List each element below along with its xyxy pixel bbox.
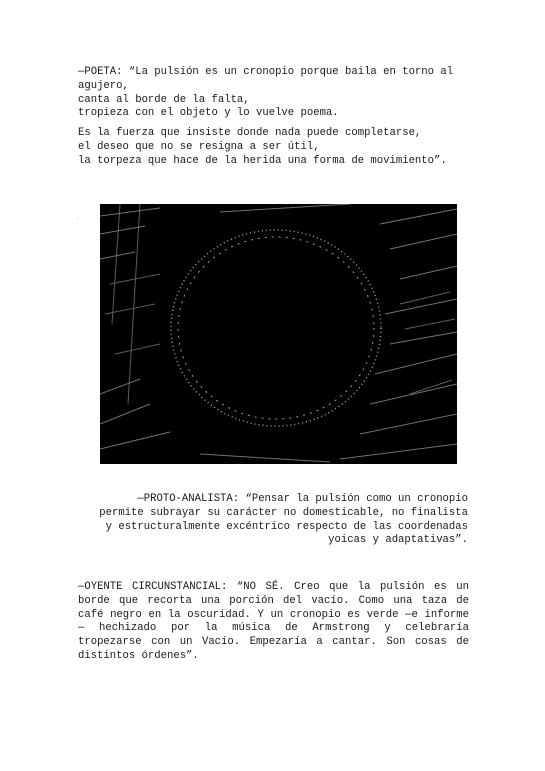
poeta2-line-1: Es la fuerza que insiste donde nada puede completarse, xyxy=(78,127,422,139)
proto-line-1: —PROTO-ANALISTA: “Pensar la pulsión como un cronopio xyxy=(137,493,468,505)
oyente-paragraph: —OYENTE CIRCUNSTANCIAL: “NO SÉ. Creo que la pulsión es un borde que recorta una porción del vacío. Como una taza de café negro en la oscuridad. Y un cronopio es verde —e informe— hechizado por la música de Armstrong y celebraría tropezarse con un Vacío. Empezaría a cantar. Son cosas de distintos órdenes”. xyxy=(78,581,476,662)
poeta-line-1: —POETA: “La pulsión es un cronopio porque baila en torno al xyxy=(78,66,454,78)
coffee-cup-image-icon xyxy=(100,204,457,464)
poeta-paragraph-2 xyxy=(78,127,478,168)
proto-analista-paragraph xyxy=(78,493,468,548)
poeta-line-2: agujero, xyxy=(78,79,129,92)
proto-line-2: permite subrayar su carácter no domesticable, no finalista xyxy=(99,506,468,519)
proto-line-3: y estructuralmente excéntrico respecto de las coordenadas xyxy=(105,520,468,533)
poeta-paragraph xyxy=(78,66,478,121)
coffee-cup-photo xyxy=(100,204,457,464)
poeta-line-4: tropieza con el objeto y lo vuelve poema. xyxy=(78,107,339,120)
poeta2-line-3: la torpeza que hace de la herida una forma de movimiento”. xyxy=(78,154,447,167)
poeta2-line-2: el deseo que no se resigna a ser útil, xyxy=(78,140,320,153)
poeta-line-3: canta al borde de la falta, xyxy=(78,93,250,106)
stray-mark xyxy=(77,218,78,219)
proto-line-4: yoicas y adaptativas”. xyxy=(328,534,468,547)
